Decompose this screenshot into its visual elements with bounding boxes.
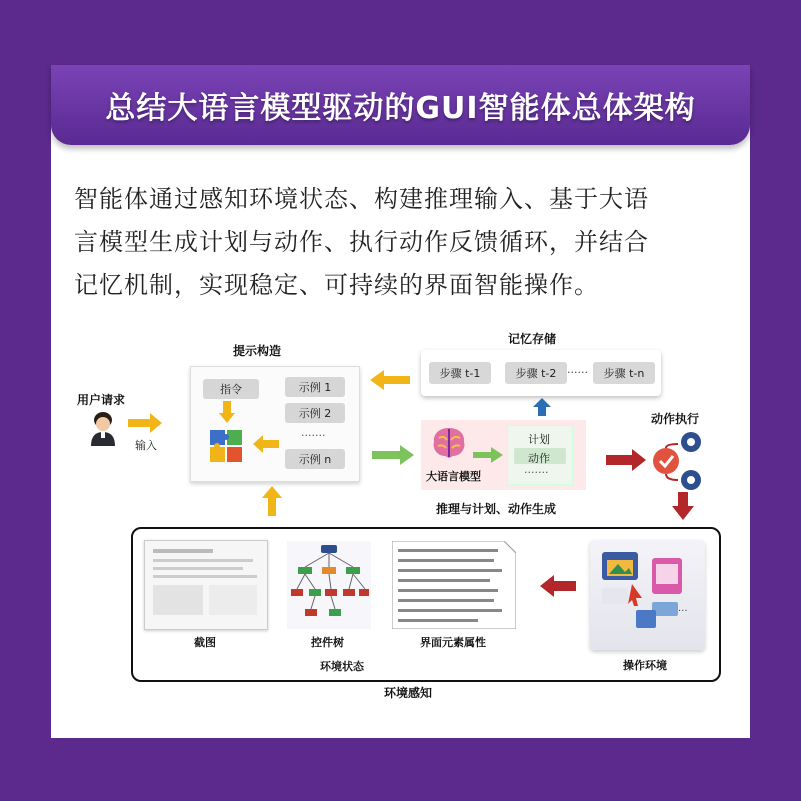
user-request-label: 用户请求 — [77, 393, 126, 407]
step-t-n-chip: 步骤 t-n — [593, 362, 655, 384]
memory-to-prompt-arrow-icon — [370, 370, 410, 390]
action-label: 动作 — [528, 452, 550, 465]
widget-tree-label: 控件树 — [311, 636, 344, 649]
memory-storage-panel — [421, 350, 661, 396]
example-1-chip: 示例 1 — [285, 377, 345, 397]
llm-dots: ······· — [524, 466, 549, 479]
example-2-chip: 示例 2 — [285, 403, 345, 423]
llm-caption: 推理与计划、动作生成 — [436, 502, 557, 516]
page-title: 总结大语言模型驱动的GUI智能体总体架构 — [105, 91, 696, 126]
screenshot-thumbnail — [144, 540, 268, 630]
env-perception-label: 环境感知 — [384, 686, 433, 700]
plan-action-box — [507, 425, 573, 485]
operating-environment-panel — [590, 540, 705, 650]
llm-to-execution-arrow-icon — [606, 449, 646, 471]
memory-storage-title: 记忆存储 — [508, 332, 557, 346]
example-dots: ······· — [301, 429, 326, 442]
user-avatar-icon — [88, 410, 118, 446]
left-arrow-icon — [253, 435, 279, 453]
example-n-chip: 示例 n — [285, 449, 345, 469]
description-line-3: 记忆机制，实现稳定、可持续的界面智能操作。 — [74, 271, 599, 299]
prompt-to-llm-arrow-icon — [372, 445, 414, 465]
input-arrow-icon — [128, 413, 164, 433]
input-label: 输入 — [135, 439, 157, 452]
prompt-construction-panel — [190, 366, 360, 482]
description-line-1: 智能体通过感知环境状态、构建推理输入、基于大语 — [74, 185, 649, 213]
operating-env-label: 操作环境 — [623, 659, 667, 672]
app-windows-icon — [598, 548, 698, 642]
llm-inner-arrow-icon — [473, 447, 503, 463]
down-arrow-icon — [219, 401, 235, 423]
up-arrow-icon — [533, 398, 551, 416]
llm-label: 大语言模型 — [426, 470, 481, 483]
instruction-chip: 指令 — [203, 379, 259, 399]
description-line-2: 言模型生成计划与动作、执行动作反馈循环，并结合 — [74, 228, 649, 256]
screenshot-label: 截图 — [194, 636, 216, 649]
puzzle-icon — [209, 429, 243, 463]
widget-tree-icon — [287, 541, 371, 629]
ui-attributes-label: 界面元素属性 — [420, 636, 486, 649]
step-t-2-chip: 步骤 t-2 — [505, 362, 567, 384]
env-state-label: 环境状态 — [320, 660, 364, 673]
env-to-prompt-arrow-icon — [262, 486, 282, 516]
prompt-construction-title: 提示构造 — [233, 344, 282, 358]
plan-label: 计划 — [528, 433, 550, 446]
brain-icon — [431, 426, 467, 460]
header-banner — [51, 65, 750, 145]
action-execution-title: 动作执行 — [651, 412, 700, 426]
ui-attributes-document-icon — [392, 541, 516, 629]
memory-dots: ······ — [567, 366, 588, 379]
openv-to-state-arrow-icon — [540, 575, 576, 597]
gears-icon — [648, 430, 708, 492]
execution-down-arrow-icon — [672, 492, 694, 520]
step-t-1-chip: 步骤 t-1 — [429, 362, 491, 384]
description — [74, 178, 734, 307]
svg-text:···: ··· — [678, 606, 688, 617]
